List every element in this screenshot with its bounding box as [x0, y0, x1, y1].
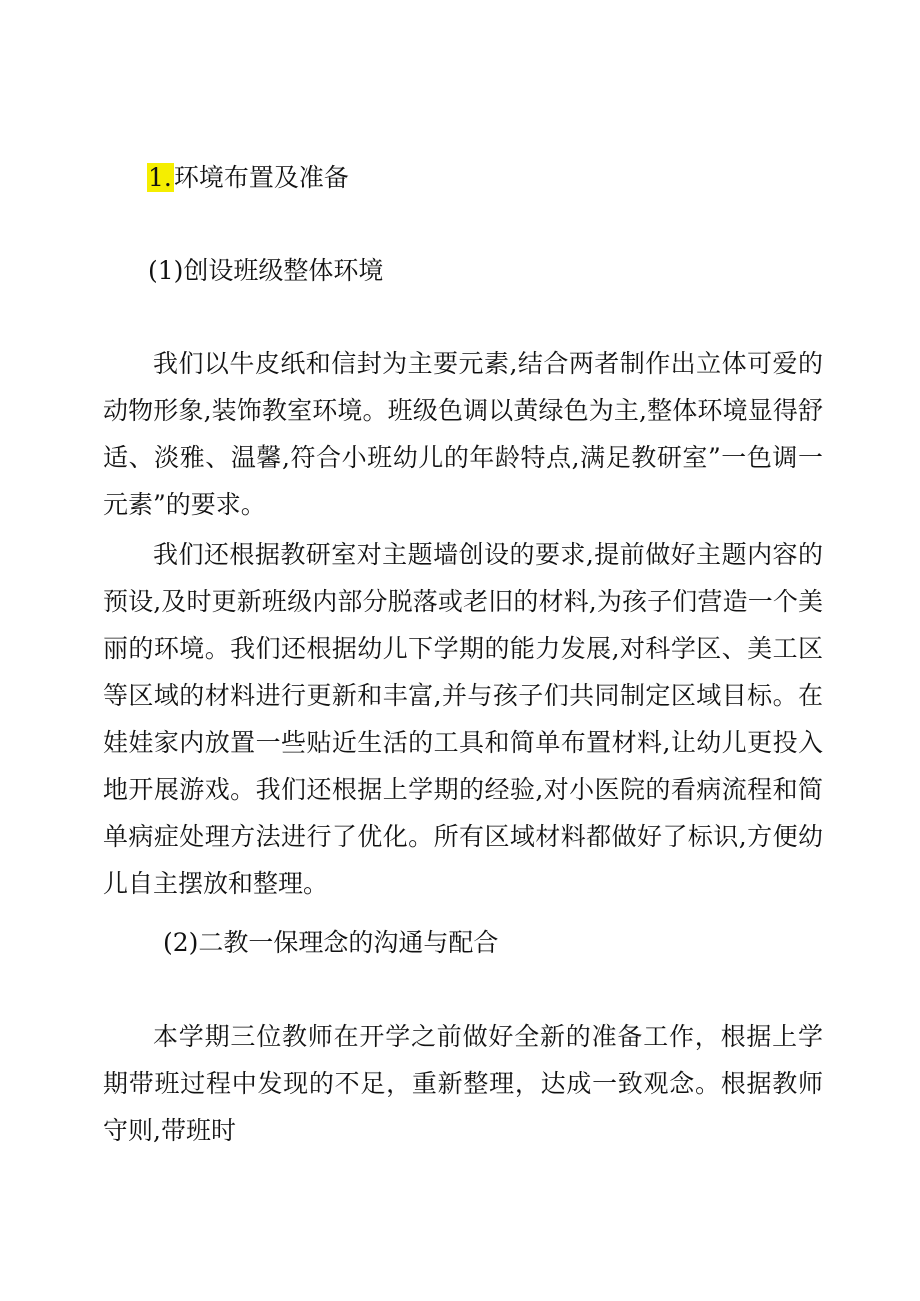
subsection-heading-2: (2)二教一保理念的沟通与配合: [163, 928, 499, 957]
paragraph-environment-decoration: 我们以牛皮纸和信封为主要元素,结合两者制作出立体可爱的动物形象,装饰教室环境。班级色调以黄绿色为主,整体环境显得舒适、淡雅、温馨,符合小班幼儿的年龄特点,满足教研室”一色调一元素”的要求。: [103, 349, 823, 519]
paragraph-theme-wall-and-areas: 我们还根据教研室对主题墙创设的要求,提前做好主题内容的预设,及时更新班级内部分脱落或老旧的材料,为孩子们营造一个美丽的环境。我们还根据幼儿下学期的能力发展,对科学区、美工区等区域的材料进行更新和丰富,并与孩子们共同制定区域目标。在娃娃家内放置一些贴近生活的工具和简单布置材料,让幼儿更投入地开展游戏。我们还根据上学期的经验,对小医院的看病流程和简单病症处理方法进行了优化。所有区域材料都做好了标识,方便幼儿自主摆放和整理。: [103, 540, 823, 898]
subsection-heading-1: (1)创设班级整体环境: [148, 256, 384, 285]
paragraph-teacher-cooperation: 本学期三位教师在开学之前做好全新的准备工作，根据上学期带班过程中发现的不足，重新整理，达成一致观念。根据教师守则,带班时: [103, 1022, 823, 1145]
section-title: 环境布置及准备: [173, 163, 349, 192]
section-number-highlighted: 1.: [148, 163, 172, 192]
section-heading: [147, 160, 349, 196]
